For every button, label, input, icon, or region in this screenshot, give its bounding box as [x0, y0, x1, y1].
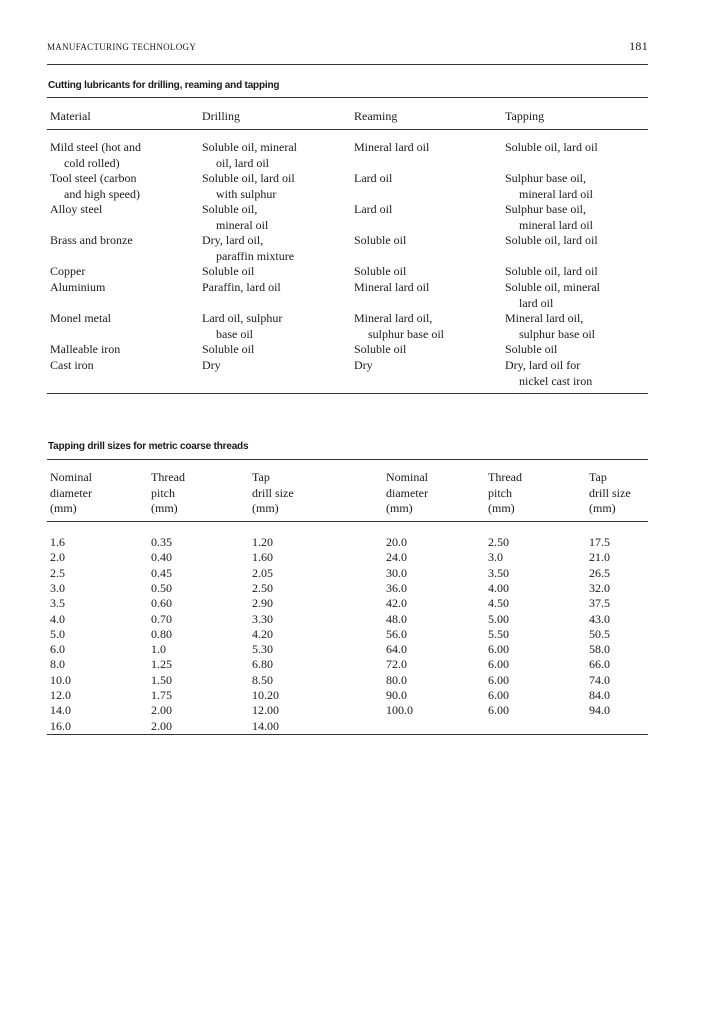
table2-column-header: Tap	[252, 470, 270, 484]
table1-cell-line: Dry	[202, 358, 221, 372]
table2-cell: 2.90	[252, 596, 273, 611]
table2-column-header: (mm)	[151, 501, 178, 515]
running-head	[47, 39, 648, 53]
table1-header-rule	[47, 129, 648, 130]
table2-cell: 84.0	[589, 688, 610, 702]
table2-cell: 1.6	[50, 535, 65, 549]
table1-cell-reaming	[354, 171, 392, 187]
table2-column-header: pitch	[151, 485, 175, 500]
table2-cell: 6.00	[488, 688, 509, 702]
table2-column-header: diameter	[50, 485, 92, 500]
table2-cell: 2.50	[488, 535, 509, 549]
table1-cell-reaming	[354, 202, 392, 218]
running-head-title: MANUFACTURING TECHNOLOGY	[47, 42, 197, 52]
table1-cell-tapping	[505, 280, 600, 311]
table1-cell-drilling	[202, 311, 282, 342]
table1-cell-line: Soluble oil	[354, 342, 407, 356]
table1-cell-line: Soluble oil, lard oil	[202, 171, 295, 185]
table1-cell-line: Soluble oil	[354, 264, 407, 278]
table2-cell: 26.5	[589, 565, 610, 580]
table2-cell: 21.0	[589, 550, 610, 565]
table1-cell-tapping	[505, 171, 593, 202]
table2-cell: 5.00	[488, 611, 509, 626]
table2-cell: 3.0	[488, 550, 503, 565]
table1-cell-line: Monel metal	[50, 311, 111, 325]
table1-cell-material	[50, 358, 94, 374]
table2-column-header: Tap	[589, 470, 607, 484]
table1-cell-tapping	[505, 140, 598, 156]
running-head-rule	[47, 64, 648, 65]
table1-bottom-rule	[47, 393, 648, 394]
table2-top-rule	[47, 459, 648, 460]
table1-cell-line: sulphur base oil	[519, 326, 595, 341]
table1-cell-line: Lard oil, sulphur	[202, 311, 283, 325]
table2-cell: 1.0	[151, 642, 166, 657]
table1-cell-line: and high speed)	[64, 186, 140, 201]
table2-cell: 24.0	[386, 550, 407, 565]
table1-cell-line: nickel cast iron	[519, 373, 593, 388]
table1-cell-reaming	[354, 140, 429, 156]
table2-column-header: Thread	[151, 470, 185, 484]
table2-cell: 8.0	[50, 657, 65, 672]
table1-cell-drilling	[202, 342, 254, 358]
table1-cell-tapping	[505, 233, 598, 249]
table2-cell: 74.0	[589, 672, 610, 687]
table2-cell: 1.50	[151, 672, 172, 687]
table2-cell: 1.20	[252, 535, 273, 549]
table2-cell: 4.0	[50, 611, 65, 626]
table2-cell: 0.60	[151, 596, 172, 611]
table2-cell: 43.0	[589, 611, 610, 626]
table2-cell: 2.05	[252, 565, 273, 580]
table1-cell-line: Mineral lard oil,	[354, 311, 433, 325]
table1-cell-line: Cast iron	[50, 358, 94, 372]
table2-cell: 12.00	[252, 703, 279, 718]
page-number: 181	[629, 39, 648, 53]
table1-cell-line: Mild steel (hot and	[50, 140, 141, 154]
table1-cell-drilling	[202, 264, 254, 280]
table2-cell: 4.20	[252, 626, 273, 641]
table2-cell: 0.70	[151, 611, 172, 626]
table1-column-header: Drilling	[202, 109, 240, 123]
table2-column-header: Nominal	[50, 470, 92, 484]
table2-cell: 6.00	[488, 672, 509, 687]
table2-column-header: (mm)	[50, 501, 77, 515]
table2-cell: 17.5	[589, 535, 610, 549]
table1-cell-line: cold rolled)	[64, 155, 120, 170]
table1-cell-line: with sulphur	[216, 186, 277, 201]
table2-cell: 66.0	[589, 657, 610, 672]
table2-cell: 6.00	[488, 703, 509, 718]
table2-column-header: diameter	[386, 485, 428, 500]
table1-cell-line: Aluminium	[50, 280, 106, 294]
table1-cell-line: Soluble oil, lard oil	[505, 140, 598, 154]
table1-cell-line: base oil	[216, 326, 253, 341]
table2-cell: 1.60	[252, 550, 273, 565]
table1-cell-drilling	[202, 202, 268, 233]
table2-cell: 3.5	[50, 596, 65, 611]
table1-cell-line: Malleable iron	[50, 342, 121, 356]
table2-cell: 4.50	[488, 596, 509, 611]
table2-cell: 12.0	[50, 688, 71, 702]
table1-cell-line: Sulphur base oil,	[505, 202, 586, 216]
table2-cell: 5.30	[252, 642, 273, 657]
table1-cell-drilling	[202, 233, 294, 264]
table2-column-header: (mm)	[589, 501, 616, 515]
table2-cell: 14.00	[252, 718, 279, 733]
table1-cell-tapping	[505, 342, 557, 358]
table1-column-header: Material	[50, 109, 91, 123]
table1-cell-reaming	[354, 280, 429, 296]
table1-cell-line: Lard oil	[354, 202, 393, 216]
table1-cell-material	[50, 342, 120, 358]
table2-cell: 37.5	[589, 596, 610, 611]
table2-cell: 58.0	[589, 642, 610, 657]
table2-cell: 100.0	[386, 703, 413, 718]
table1-cell-line: Dry, lard oil for	[505, 358, 581, 372]
table1-cell-line: Mineral lard oil,	[505, 311, 584, 325]
table1-cell-line: Mineral lard oil	[354, 140, 430, 154]
table2-cell: 0.80	[151, 626, 172, 641]
table2-cell: 90.0	[386, 688, 407, 702]
table1-cell-material	[50, 171, 140, 202]
table1-cell-tapping	[505, 311, 595, 342]
table1-cell-line: Lard oil	[354, 171, 393, 185]
table1-cell-drilling	[202, 140, 297, 171]
table1-cell-material	[50, 311, 111, 327]
table1-cell-line: Tool steel (carbon	[50, 171, 137, 185]
table1-cell-material	[50, 202, 102, 218]
table1-cell-line: Soluble oil	[354, 233, 407, 247]
table2-cell: 32.0	[589, 580, 610, 595]
table2-cell: 6.00	[488, 642, 509, 657]
table1-cell-line: mineral lard oil	[519, 217, 593, 232]
table1-cell-line: Copper	[50, 264, 86, 278]
table2-cell: 10.0	[50, 672, 71, 687]
table2-cell: 4.00	[488, 580, 509, 595]
table2-cell: 72.0	[386, 657, 407, 672]
table2-cell: 20.0	[386, 535, 407, 549]
table2-cell: 64.0	[386, 642, 407, 657]
table2-cell: 0.45	[151, 565, 172, 580]
table1-cell-material	[50, 140, 141, 171]
table2-cell: 30.0	[386, 565, 407, 580]
table2-column-header: Thread	[488, 470, 522, 484]
table1-cell-line: Soluble oil, lard oil	[505, 233, 598, 247]
table1-cell-line: Soluble oil	[505, 342, 558, 356]
table2-cell: 56.0	[386, 626, 407, 641]
table2-column-header: Nominal	[386, 470, 428, 484]
table1-cell-material	[50, 264, 85, 280]
table2-cell: 8.50	[252, 672, 273, 687]
table1-cell-line: Soluble oil, mineral	[505, 280, 600, 294]
table1-cell-line: mineral lard oil	[519, 186, 593, 201]
table2-cell: 2.00	[151, 703, 172, 718]
table2-cell: 36.0	[386, 580, 407, 595]
table2-cell: 1.75	[151, 688, 172, 702]
table1-cell-line: mineral oil	[216, 217, 269, 232]
table2-cell: 10.20	[252, 688, 279, 702]
table2-cell: 2.50	[252, 580, 273, 595]
table2-bottom-rule	[47, 734, 648, 735]
table1-cell-reaming	[354, 264, 406, 280]
table1-cell-drilling	[202, 171, 295, 202]
table2-cell: 0.35	[151, 535, 172, 549]
table1-cell-line: Soluble oil,	[202, 202, 258, 216]
table1-cell-reaming	[354, 233, 406, 249]
table2-cell: 50.5	[589, 626, 610, 641]
table2-cell: 80.0	[386, 672, 407, 687]
table2-column-header: drill size	[252, 485, 294, 500]
table2-cell: 3.0	[50, 580, 65, 595]
table2-cell: 2.00	[151, 718, 172, 733]
table2-cell: 0.40	[151, 550, 172, 565]
table1-cell-reaming	[354, 358, 373, 374]
table1-cell-line: Alloy steel	[50, 202, 103, 216]
table1-cell-material	[50, 280, 105, 296]
table1-cell-line: oil, lard oil	[216, 155, 269, 170]
table2-header-rule	[47, 521, 648, 522]
table1-cell-reaming	[354, 311, 444, 342]
table2-cell: 6.00	[488, 657, 509, 672]
table2-cell: 6.80	[252, 657, 273, 672]
table1-cell-drilling	[202, 280, 281, 296]
table2-cell: 5.0	[50, 626, 65, 641]
table2-cell: 1.25	[151, 657, 172, 672]
table1-cell-line: Dry	[354, 358, 373, 372]
table1-cell-line: Paraffin, lard oil	[202, 280, 281, 294]
table1-column-header: Tapping	[505, 109, 545, 123]
table1-cell-line: Soluble oil	[202, 342, 255, 356]
table2-cell: 2.0	[50, 550, 65, 565]
table2-cell: 0.50	[151, 580, 172, 595]
table1-cell-line: sulphur base oil	[368, 326, 444, 341]
table2-cell: 94.0	[589, 703, 610, 718]
table1-cell-line: paraffin mixture	[216, 248, 295, 263]
table1-cell-tapping	[505, 264, 598, 280]
table1-caption: Cutting lubricants for drilling, reaming and tapping	[48, 80, 280, 91]
table2-cell: 2.5	[50, 565, 65, 580]
table2-column-header: (mm)	[386, 501, 413, 515]
table2-cell: 48.0	[386, 611, 407, 626]
table2-column-header: pitch	[488, 485, 512, 500]
table2-cell: 6.0	[50, 642, 65, 657]
table2-cell: 16.0	[50, 718, 71, 733]
table1-cell-tapping	[505, 358, 592, 389]
table2-cell: 42.0	[386, 596, 407, 611]
table1-cell-line: Soluble oil, lard oil	[505, 264, 598, 278]
table1-cell-reaming	[354, 342, 406, 358]
table1-cell-drilling	[202, 358, 221, 374]
table1-cell-line: Soluble oil, mineral	[202, 140, 297, 154]
table2-column-header: (mm)	[488, 501, 515, 515]
table2-cell: 14.0	[50, 703, 71, 718]
table1-cell-line: Brass and bronze	[50, 233, 133, 247]
table2-column-header: drill size	[589, 485, 631, 500]
table1-column-header: Reaming	[354, 109, 398, 123]
table1-cell-line: Sulphur base oil,	[505, 171, 586, 185]
table1-cell-line: Mineral lard oil	[354, 280, 430, 294]
table2-cell: 5.50	[488, 626, 509, 641]
table1-top-rule	[47, 97, 648, 98]
table2-cell: 3.30	[252, 611, 273, 626]
table2-column-header: (mm)	[252, 501, 279, 515]
table1-cell-line: Dry, lard oil,	[202, 233, 264, 247]
table2-cell: 3.50	[488, 565, 509, 580]
table2-caption: Tapping drill sizes for metric coarse threads	[48, 441, 249, 452]
table1-cell-tapping	[505, 202, 593, 233]
table1-cell-line: Soluble oil	[202, 264, 255, 278]
table1-cell-material	[50, 233, 133, 249]
table1-cell-line: lard oil	[519, 295, 554, 310]
